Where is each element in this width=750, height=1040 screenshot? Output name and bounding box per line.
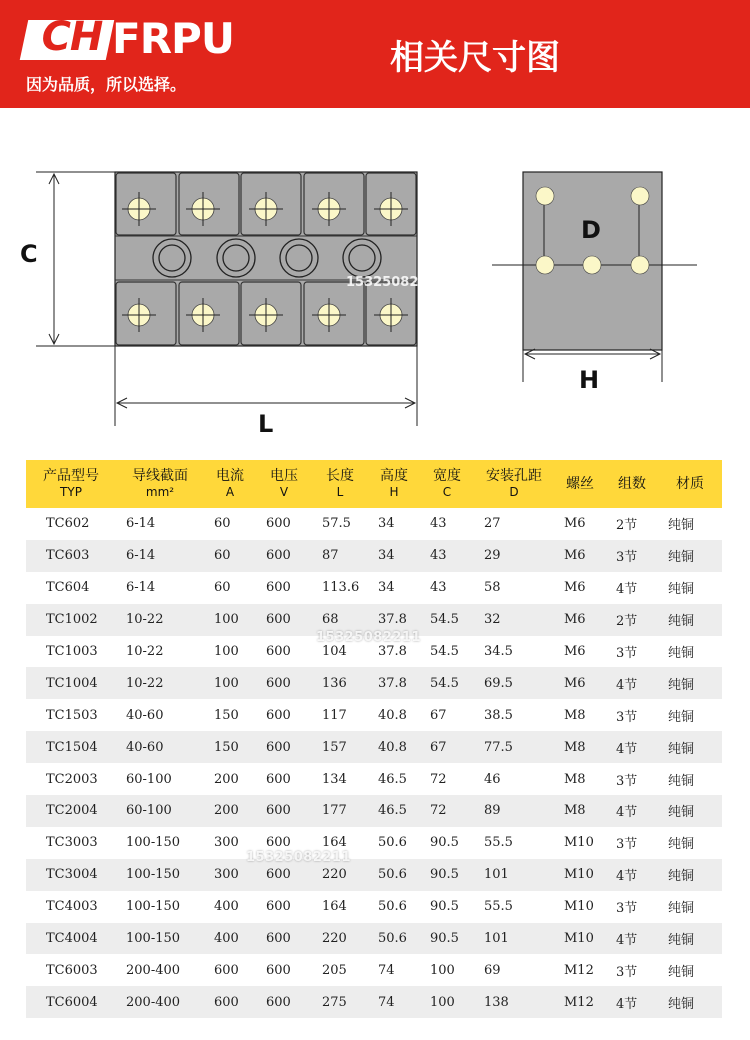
diagram-watermark: 15325082211 (346, 275, 446, 290)
table-cell: TC4004 (26, 923, 116, 955)
table-cell: M10 (554, 827, 606, 859)
table-row (26, 508, 722, 540)
column-header-label: 产品型号 (43, 468, 99, 484)
table-cell: M8 (554, 731, 606, 763)
table-cell: 60-100 (116, 763, 204, 795)
table-cell: 600 (256, 859, 312, 891)
table-cell: 60-100 (116, 795, 204, 827)
table-cell: 150 (204, 699, 256, 731)
table-cell: 40-60 (116, 699, 204, 731)
column-header-unit: C (442, 485, 452, 499)
table-cell: 164 (312, 827, 368, 859)
table-cell: 6-14 (116, 572, 204, 604)
table-cell: 600 (256, 795, 312, 827)
table-cell: 10-22 (116, 667, 204, 699)
table-cell: 纯铜 (658, 699, 722, 731)
table-cell: 纯铜 (658, 508, 722, 540)
table-cell: 4节 (606, 731, 658, 763)
table-cell: TC2004 (26, 795, 116, 827)
column-header-unit: TYP (60, 485, 82, 499)
table-cell: 220 (312, 859, 368, 891)
table-row (26, 731, 722, 763)
table-row (26, 795, 722, 827)
table-cell: 600 (256, 891, 312, 923)
table-cell: 67 (420, 699, 474, 731)
logo-text: FRPU (112, 14, 234, 63)
table-cell: 205 (312, 954, 368, 986)
table-watermark: 15325082211 (246, 850, 351, 865)
table-cell: M10 (554, 923, 606, 955)
table-body (26, 508, 722, 1018)
table-cell: 600 (256, 508, 312, 540)
table-cell: 46 (474, 763, 554, 795)
column-header-unit: H (389, 485, 399, 499)
table-row (26, 891, 722, 923)
table-cell: 600 (256, 667, 312, 699)
table-cell: TC603 (26, 540, 116, 572)
table-cell: 46.5 (368, 763, 420, 795)
column-header-unit: V (279, 485, 289, 499)
table-row (26, 923, 722, 955)
table-cell: 3节 (606, 891, 658, 923)
table-row (26, 699, 722, 731)
table-cell: 纯铜 (658, 667, 722, 699)
table-cell: 100-150 (116, 827, 204, 859)
table-cell: M6 (554, 636, 606, 668)
table-cell: 600 (256, 763, 312, 795)
table-cell: 600 (204, 954, 256, 986)
logo-mark: CH (41, 14, 103, 60)
table-row (26, 763, 722, 795)
label-d: D (581, 216, 601, 244)
terminal-top-view (115, 172, 446, 346)
page-header (0, 0, 750, 108)
dimension-diagram (0, 150, 750, 450)
table-cell: M10 (554, 891, 606, 923)
column-header-label: 电压 (270, 468, 298, 484)
table-cell: M8 (554, 699, 606, 731)
column-header-unit: A (225, 485, 235, 499)
table-cell: 55.5 (474, 827, 554, 859)
table-cell: 200 (204, 763, 256, 795)
table-cell: 38.5 (474, 699, 554, 731)
table-cell: 600 (256, 636, 312, 668)
column-header-label: 电流 (216, 468, 244, 484)
table-cell: 100 (204, 636, 256, 668)
table-cell: 101 (474, 923, 554, 955)
table-cell: 300 (204, 827, 256, 859)
table-cell: 60 (204, 508, 256, 540)
column-header-label: 安装孔距 (486, 468, 542, 484)
table-cell: 50.6 (368, 923, 420, 955)
table-cell: 55.5 (474, 891, 554, 923)
table-cell: 40.8 (368, 731, 420, 763)
table-cell: 50.6 (368, 827, 420, 859)
table-cell: 600 (256, 572, 312, 604)
table-cell: 68 (312, 604, 368, 636)
table-cell: 纯铜 (658, 636, 722, 668)
table-cell: 54.5 (420, 604, 474, 636)
table-cell: 600 (256, 827, 312, 859)
table-cell: 69.5 (474, 667, 554, 699)
column-header-label: 高度 (380, 468, 408, 484)
table-cell: 4节 (606, 667, 658, 699)
table-cell: TC1003 (26, 636, 116, 668)
column-header-label: 组数 (618, 476, 646, 492)
table-cell: 4节 (606, 795, 658, 827)
table-cell: 2节 (606, 604, 658, 636)
table-cell: TC3004 (26, 859, 116, 891)
column-header-unit: mm² (145, 485, 175, 499)
table-cell: 4节 (606, 986, 658, 1018)
table-cell: 600 (256, 699, 312, 731)
table-cell: 87 (312, 540, 368, 572)
table-cell: 3节 (606, 540, 658, 572)
table-cell: 90.5 (420, 891, 474, 923)
table-cell: 32 (474, 604, 554, 636)
table-cell: M12 (554, 954, 606, 986)
table-cell: TC2003 (26, 763, 116, 795)
label-h: H (579, 366, 600, 394)
table-cell: 58 (474, 572, 554, 604)
table-cell: TC3003 (26, 827, 116, 859)
table-cell: 600 (256, 986, 312, 1018)
table-row (26, 954, 722, 986)
table-cell: 纯铜 (658, 604, 722, 636)
table-cell: 54.5 (420, 667, 474, 699)
table-row (26, 859, 722, 891)
table-cell: 100 (204, 604, 256, 636)
table-cell: 600 (256, 604, 312, 636)
table-cell: 纯铜 (658, 827, 722, 859)
table-cell: 72 (420, 795, 474, 827)
table-cell: 纯铜 (658, 540, 722, 572)
table-cell: 100 (420, 954, 474, 986)
table-cell: 46.5 (368, 795, 420, 827)
table-cell: 60 (204, 572, 256, 604)
table-cell: 89 (474, 795, 554, 827)
page-title: 相关尺寸图 (390, 38, 560, 78)
brand-slogan: 因为品质，所以选择。 (26, 75, 187, 94)
column-header (554, 460, 606, 508)
table-cell: M8 (554, 763, 606, 795)
table-cell: 100 (420, 986, 474, 1018)
table-row (26, 572, 722, 604)
table-cell: TC1004 (26, 667, 116, 699)
table-cell: 200-400 (116, 986, 204, 1018)
table-cell: 3节 (606, 699, 658, 731)
table-cell: 40.8 (368, 699, 420, 731)
table-header-row (26, 460, 722, 508)
column-header (312, 460, 368, 508)
table-cell: 100-150 (116, 891, 204, 923)
table-cell: 113.6 (312, 572, 368, 604)
table-cell: 136 (312, 667, 368, 699)
terminal-side-view (492, 172, 697, 350)
table-cell: 60 (204, 540, 256, 572)
table-cell: M6 (554, 572, 606, 604)
table-cell: TC4003 (26, 891, 116, 923)
table-cell: 600 (256, 954, 312, 986)
table-row (26, 986, 722, 1018)
table-cell: 纯铜 (658, 891, 722, 923)
column-header (256, 460, 312, 508)
table-cell: 100 (204, 667, 256, 699)
table-cell: M6 (554, 508, 606, 540)
table-cell: 100-150 (116, 859, 204, 891)
column-header (26, 460, 116, 508)
table-cell: 6-14 (116, 508, 204, 540)
table-cell: TC6004 (26, 986, 116, 1018)
table-cell: 43 (420, 540, 474, 572)
table-cell: 275 (312, 986, 368, 1018)
table-cell: 90.5 (420, 859, 474, 891)
column-header-label: 宽度 (433, 468, 461, 484)
table-cell: 34 (368, 508, 420, 540)
column-header (116, 460, 204, 508)
table-cell: 27 (474, 508, 554, 540)
table-cell: 3节 (606, 954, 658, 986)
table-cell: 50.6 (368, 859, 420, 891)
table-cell: 600 (256, 540, 312, 572)
table-cell: 69 (474, 954, 554, 986)
table-cell: TC1002 (26, 604, 116, 636)
table-cell: 50.6 (368, 891, 420, 923)
table-cell: 34 (368, 540, 420, 572)
column-header-unit: L (336, 485, 344, 499)
table-cell: 72 (420, 763, 474, 795)
table-cell: TC1504 (26, 731, 116, 763)
table-cell: TC6003 (26, 954, 116, 986)
table-cell: 177 (312, 795, 368, 827)
table-cell: 10-22 (116, 604, 204, 636)
label-l: L (258, 410, 274, 438)
table-cell: 43 (420, 508, 474, 540)
table-cell: 10-22 (116, 636, 204, 668)
table-cell: 600 (204, 986, 256, 1018)
dimension-c (36, 172, 115, 346)
table-cell: 纯铜 (658, 795, 722, 827)
table-cell: 纯铜 (658, 923, 722, 955)
column-header (368, 460, 420, 508)
table-cell: 40-60 (116, 731, 204, 763)
table-cell: 34.5 (474, 636, 554, 668)
column-header-label: 导线截面 (132, 468, 188, 484)
table-cell: 37.8 (368, 636, 420, 668)
table-row (26, 827, 722, 859)
label-c: C (20, 240, 38, 268)
table-cell: 90.5 (420, 827, 474, 859)
table-cell: 600 (256, 731, 312, 763)
table-cell: M12 (554, 986, 606, 1018)
table-cell: 57.5 (312, 508, 368, 540)
column-header (474, 460, 554, 508)
table-cell: 90.5 (420, 923, 474, 955)
table-cell: 101 (474, 859, 554, 891)
column-header (204, 460, 256, 508)
table-cell: M10 (554, 859, 606, 891)
table-cell: TC602 (26, 508, 116, 540)
table-cell: 200 (204, 795, 256, 827)
table-cell: 3节 (606, 636, 658, 668)
table-cell: TC1503 (26, 699, 116, 731)
table-cell: 117 (312, 699, 368, 731)
table-cell: 3节 (606, 763, 658, 795)
table-cell: M6 (554, 604, 606, 636)
column-header-label: 螺丝 (566, 476, 594, 492)
table-cell: 34 (368, 572, 420, 604)
table-cell: 29 (474, 540, 554, 572)
table-cell: M6 (554, 540, 606, 572)
table-row (26, 667, 722, 699)
table-cell: 200-400 (116, 954, 204, 986)
column-header (420, 460, 474, 508)
table-cell: 100-150 (116, 923, 204, 955)
table-cell: 400 (204, 891, 256, 923)
table-cell: 37.8 (368, 604, 420, 636)
table-cell: 600 (256, 923, 312, 955)
table-cell: M8 (554, 795, 606, 827)
column-header (606, 460, 658, 508)
spec-table (26, 460, 722, 1018)
table-cell: 纯铜 (658, 763, 722, 795)
table-cell: M6 (554, 667, 606, 699)
table-cell: 157 (312, 731, 368, 763)
table-watermark: 15325082211 (316, 630, 421, 645)
table-cell: 纯铜 (658, 954, 722, 986)
column-header (658, 460, 722, 508)
table-cell: 纯铜 (658, 572, 722, 604)
table-cell: 400 (204, 923, 256, 955)
table-row (26, 540, 722, 572)
table-cell: 4节 (606, 923, 658, 955)
table-cell: 134 (312, 763, 368, 795)
table-cell: 纯铜 (658, 859, 722, 891)
table-cell: 纯铜 (658, 986, 722, 1018)
table-cell: 150 (204, 731, 256, 763)
table-cell: 3节 (606, 827, 658, 859)
table-cell: 6-14 (116, 540, 204, 572)
column-header-label: 长度 (326, 468, 354, 484)
table-cell: 74 (368, 986, 420, 1018)
table-cell: 纯铜 (658, 731, 722, 763)
table-cell: TC604 (26, 572, 116, 604)
column-header-unit: D (509, 485, 519, 499)
table-cell: 104 (312, 636, 368, 668)
table-cell: 4节 (606, 572, 658, 604)
table-cell: 67 (420, 731, 474, 763)
table-cell: 77.5 (474, 731, 554, 763)
table-cell: 43 (420, 572, 474, 604)
table-cell: 138 (474, 986, 554, 1018)
table-cell: 300 (204, 859, 256, 891)
table-cell: 37.8 (368, 667, 420, 699)
table-cell: 164 (312, 891, 368, 923)
table-cell: 2节 (606, 508, 658, 540)
table-cell: 54.5 (420, 636, 474, 668)
table-cell: 220 (312, 923, 368, 955)
column-header-label: 材质 (676, 476, 704, 492)
table-cell: 4节 (606, 859, 658, 891)
table-cell: 74 (368, 954, 420, 986)
